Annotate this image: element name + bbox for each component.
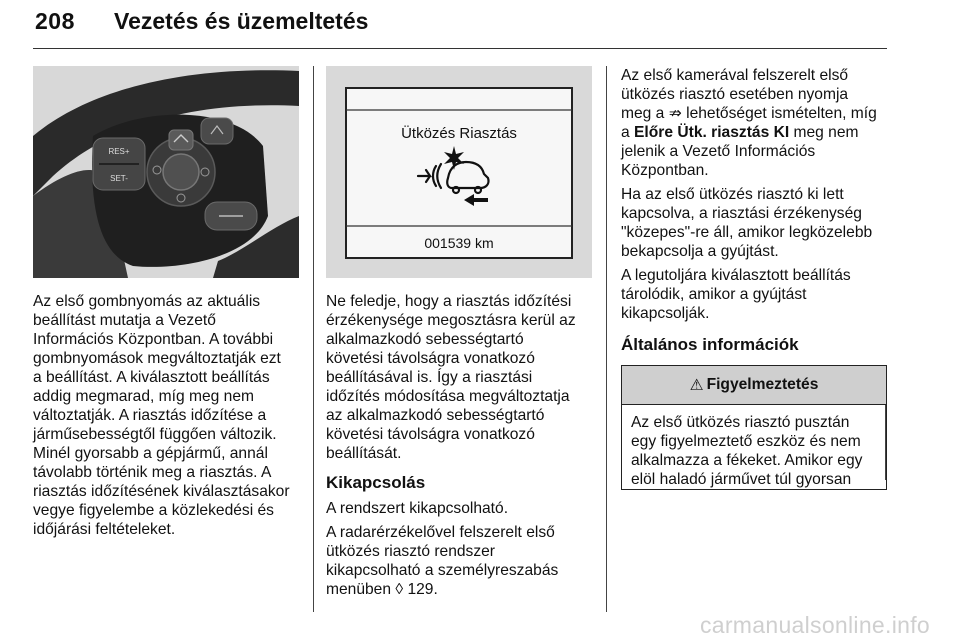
text-line: távolabb történik meg a riasztás. A <box>33 464 272 481</box>
warning-title: Figyelmeztetés <box>706 376 819 393</box>
column-divider-left <box>313 66 314 612</box>
text-line: bekapcsolja a gyújtást. <box>621 243 779 260</box>
res-button-label: RES+ <box>108 147 130 156</box>
set-button-label: SET- <box>110 174 128 183</box>
text-line <box>621 123 891 142</box>
warning-header <box>622 366 886 405</box>
page-reference-link[interactable]: 129. <box>407 581 438 598</box>
text-line: elöl haladó járművet túl gyorsan <box>631 471 852 488</box>
text-line: járműsebességtől függően változik. <box>33 426 277 443</box>
text-line: ütközés riasztó rendszer <box>326 543 496 560</box>
text-line <box>326 580 596 599</box>
page-number: 208 <box>35 8 75 34</box>
text-line: beállítást mutatja a Vezető <box>33 312 216 329</box>
text-fragment: a <box>621 124 630 141</box>
text-line: A rendszert kikapcsolható. <box>326 500 509 517</box>
text-line: vegye figyelembe a közlekedési és <box>33 502 274 519</box>
section-heading-altalanos: Általános információk <box>621 335 799 354</box>
watermark: carmanualsonline.info <box>699 612 930 638</box>
text-line: beállítását. <box>326 445 402 462</box>
text-fragment: lehetőséget ismételten, míg <box>686 105 877 122</box>
column-2-text <box>326 292 596 599</box>
text-line: addig megmarad, míg meg nem <box>33 388 255 405</box>
text-line: A legutoljára kiválasztott beállítás <box>621 267 851 284</box>
text-line: tárolódik, amikor a gyújtást <box>621 286 807 303</box>
text-line: változtatják. A riasztás időzítése a <box>33 407 267 424</box>
text-line: érzékenysége megosztásra kerül az <box>326 312 576 329</box>
text-line: Minél gyorsabb a gépjármű, annál <box>33 445 268 462</box>
text-line: Az első kamerával felszerelt első <box>621 67 849 84</box>
text-line: követési távolságra vonatkozó <box>326 350 535 367</box>
page-header <box>33 8 887 46</box>
text-line: időjárási feltételeket. <box>33 521 176 538</box>
text-fragment: meg nem <box>793 124 859 141</box>
text-fragment: menüben <box>326 581 392 598</box>
text-line: alkalmazza a fékeket. Amikor egy <box>631 452 863 469</box>
column-2 <box>326 66 592 598</box>
text-line: kikapcsolható a személyreszabás <box>326 562 559 579</box>
display-figure <box>326 66 592 278</box>
text-line: gombnyomások megváltoztatják ezt <box>33 350 281 367</box>
column-divider-right <box>606 66 607 612</box>
text-line: Az első gombnyomás az aktuális <box>33 293 261 310</box>
warning-body <box>622 405 886 489</box>
display-title: Ütközés Riasztás <box>401 125 517 142</box>
odometer-readout: 001539 km <box>424 235 494 251</box>
text-line: Az első ütközés riasztó pusztán <box>631 414 850 431</box>
text-line: az alkalmazkodó sebességtartó <box>326 407 545 424</box>
text-line: kapcsolva, a riasztási érzékenység <box>621 205 862 222</box>
text-line: Információs Központban. A további <box>33 331 274 348</box>
text-line: egy figyelmeztető eszköz és nem <box>631 433 861 450</box>
text-line: időzítés módosítása megváltoztatja <box>326 388 570 405</box>
text-line: "közepes"-re áll, amikor legközelebb <box>621 224 873 241</box>
header-rule <box>33 48 887 49</box>
text-line: jelenik a Vezető Információs <box>621 143 816 160</box>
steering-wheel-figure <box>33 66 299 278</box>
warning-icon: ⚠ <box>689 376 704 394</box>
text-line: alkalmazkodó sebességtartó <box>326 331 524 348</box>
text-line: A radarérzékelővel felszerelt első <box>326 524 555 541</box>
collision-alert-icon: ⇏ <box>668 105 682 122</box>
text-line: a beállítást. A kiválasztott beállítás <box>33 369 270 386</box>
text-line: riasztás időzítésének kiválasztásakor <box>33 483 290 500</box>
text-line: kikapcsolják. <box>621 305 710 322</box>
text-line <box>621 104 891 123</box>
steering-wheel-illustration <box>33 66 299 278</box>
text-line: ütközés riasztó esetében nyomja <box>621 86 849 103</box>
text-line: követési távolságra vonatkozó <box>326 426 535 443</box>
section-heading-kikapcsolas: Kikapcsolás <box>326 473 426 492</box>
text-fragment: meg a <box>621 105 665 122</box>
column-1-text <box>33 292 299 539</box>
text-line: Ne feledje, hogy a riasztás időzítési <box>326 293 572 310</box>
warning-box <box>621 365 887 490</box>
column-1 <box>33 66 299 538</box>
text-line: beállításával is. Így a riasztási <box>326 369 533 386</box>
menu-option-label: Előre Ütk. riasztás KI <box>634 124 790 141</box>
column-3-text <box>621 66 891 490</box>
text-line: Központban. <box>621 162 709 179</box>
display-illustration <box>326 66 592 278</box>
chapter-title: Vezetés és üzemeltetés <box>114 8 369 34</box>
text-line: Ha az első ütközés riasztó ki lett <box>621 186 844 203</box>
page-reference-icon: ◊ <box>395 581 404 598</box>
